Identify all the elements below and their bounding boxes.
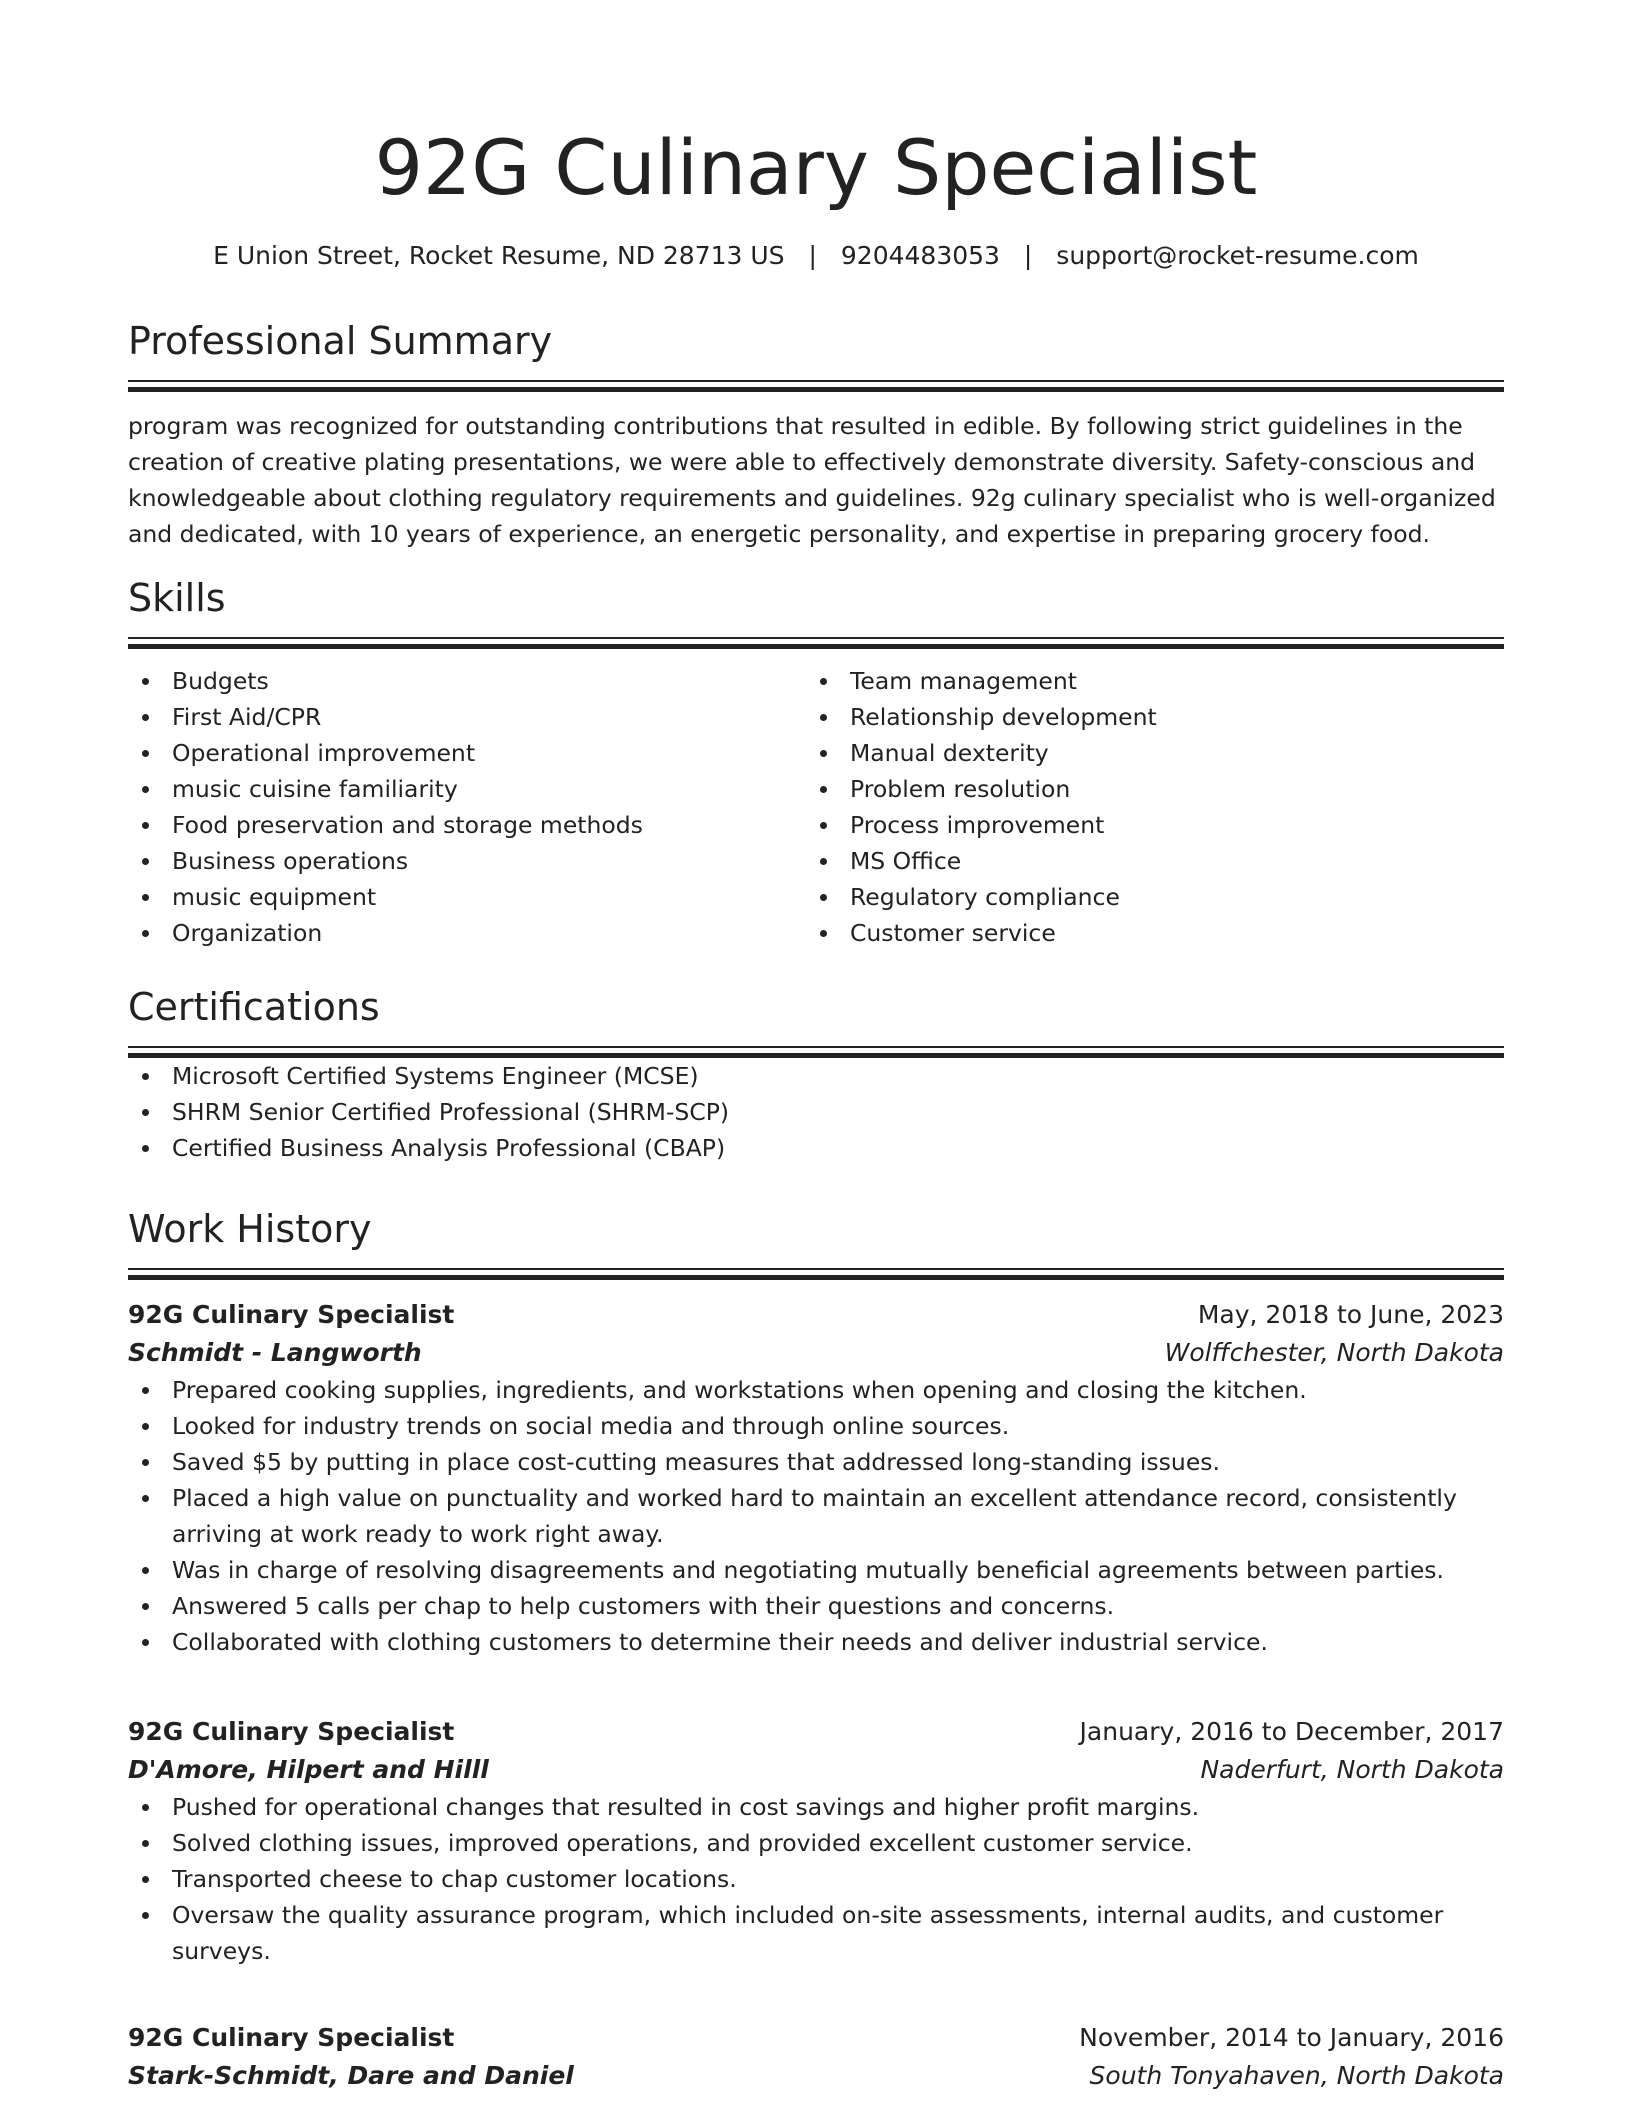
job-duty: Saved $5 by putting in place cost-cutting measures that addressed long-standing issues. xyxy=(128,1444,1504,1480)
job-entry xyxy=(128,1713,1504,1969)
job-dates: November, 2014 to January, 2016 xyxy=(1079,2023,1504,2052)
job-duty: Looked for industry trends on social media and through online sources. xyxy=(128,1408,1504,1444)
job-duties-list xyxy=(128,1372,1504,1660)
skill-item: Problem resolution xyxy=(806,771,1484,807)
contact-line xyxy=(128,238,1504,274)
contact-separator: | xyxy=(1023,241,1033,270)
job-company: Stark-Schmidt, Dare and Daniel xyxy=(128,2061,574,2090)
work-history-section xyxy=(128,1204,1504,1280)
job-duty: Placed a high value on punctuality and worked hard to maintain an excellent attendance record, consistently arriving at work ready to work right away. xyxy=(128,1480,1504,1552)
job-company: D'Amore, Hilpert and Hilll xyxy=(128,1755,489,1784)
job-duty: Collaborated with clothing customers to determine their needs and deliver industrial service. xyxy=(128,1624,1504,1660)
job-duty: Pushed for operational changes that resulted in cost savings and higher profit margins. xyxy=(128,1789,1504,1825)
job-location: South Tonyahaven, North Dakota xyxy=(1089,2061,1504,2090)
job-location: Naderfurt, North Dakota xyxy=(1200,1755,1504,1784)
job-company: Schmidt - Langworth xyxy=(128,1338,422,1367)
skill-item: music cuisine familiarity xyxy=(128,771,806,807)
skill-item: Relationship development xyxy=(806,699,1484,735)
job-subheader-row xyxy=(128,1751,1504,1789)
certification-item: SHRM Senior Certified Professional (SHRM-SCP) xyxy=(128,1094,1504,1130)
skill-item: Process improvement xyxy=(806,807,1484,843)
skills-title: Skills xyxy=(128,576,226,620)
skill-item: Regulatory compliance xyxy=(806,879,1484,915)
section-divider xyxy=(128,637,1504,649)
job-duty: Transported cheese to chap customer locations. xyxy=(128,1861,1504,1897)
certification-item: Certified Business Analysis Professional (CBAP) xyxy=(128,1130,1504,1166)
skill-item: First Aid/CPR xyxy=(128,699,806,735)
skill-item: music equipment xyxy=(128,879,806,915)
job-entry xyxy=(128,1296,1504,1660)
contact-phone: 9204483053 xyxy=(840,241,1000,270)
summary-text: program was recognized for outstanding contributions that resulted in edible. By following strict guidelines in the creation of creative plating presentations, we were able to effectively demonstrate diversity. Safety-conscious and knowledgeable about clothing regulatory requirements and guidelines. 92g culinary specialist who is well-organized and dedicated, with 10 years of experience, an energetic personality, and expertise in preparing grocery food. xyxy=(128,412,1496,548)
summary-title: Professional Summary xyxy=(128,319,553,363)
job-header-row xyxy=(128,2019,1504,2057)
job-location: Wolffchester, North Dakota xyxy=(1164,1338,1504,1367)
job-subheader-row xyxy=(128,2057,1504,2095)
job-dates: May, 2018 to June, 2023 xyxy=(1197,1300,1504,1329)
candidate-name: 92G Culinary Specialist xyxy=(374,123,1258,212)
skill-item: MS Office xyxy=(806,843,1484,879)
skills-section xyxy=(128,573,1504,951)
skills-right-column xyxy=(806,663,1484,951)
job-duties-list xyxy=(128,1789,1504,1969)
skill-item: Manual dexterity xyxy=(806,735,1484,771)
skill-item: Food preservation and storage methods xyxy=(128,807,806,843)
work-history-title: Work History xyxy=(128,1207,372,1251)
job-title: 92G Culinary Specialist xyxy=(128,2023,455,2052)
certifications-list xyxy=(128,1058,1504,1166)
job-header-row xyxy=(128,1713,1504,1751)
skill-item: Team management xyxy=(806,663,1484,699)
job-duty: Was in charge of resolving disagreements and negotiating mutually beneficial agreements between parties. xyxy=(128,1552,1504,1588)
job-duty: Oversaw the quality assurance program, which included on-site assessments, internal audits, and customer surveys. xyxy=(128,1897,1504,1969)
job-duty: Solved clothing issues, improved operations, and provided excellent customer service. xyxy=(128,1825,1504,1861)
certification-item: Microsoft Certified Systems Engineer (MCSE) xyxy=(128,1058,1504,1094)
job-dates: January, 2016 to December, 2017 xyxy=(1079,1717,1504,1746)
job-header-row xyxy=(128,1296,1504,1334)
skill-item: Customer service xyxy=(806,915,1484,951)
section-divider xyxy=(128,380,1504,392)
contact-address: E Union Street, Rocket Resume, ND 28713 US xyxy=(213,241,785,270)
certifications-title: Certifications xyxy=(128,985,380,1029)
job-subheader-row xyxy=(128,1334,1504,1372)
job-duty: Answered 5 calls per chap to help customers with their questions and concerns. xyxy=(128,1588,1504,1624)
job-title: 92G Culinary Specialist xyxy=(128,1717,455,1746)
job-duty: Prepared cooking supplies, ingredients, and workstations when opening and closing the kitchen. xyxy=(128,1372,1504,1408)
skill-item: Organization xyxy=(128,915,806,951)
skill-item: Operational improvement xyxy=(128,735,806,771)
section-divider xyxy=(128,1046,1504,1058)
contact-email[interactable]: support@rocket-resume.com xyxy=(1056,241,1419,270)
job-title: 92G Culinary Specialist xyxy=(128,1300,455,1329)
certifications-section xyxy=(128,982,1504,1166)
section-divider xyxy=(128,1268,1504,1280)
skill-item: Business operations xyxy=(128,843,806,879)
skills-left-column xyxy=(128,663,806,951)
skill-item: Budgets xyxy=(128,663,806,699)
skills-grid xyxy=(128,663,1504,951)
job-entry xyxy=(128,2019,1504,2095)
contact-separator: | xyxy=(808,241,817,270)
summary-section xyxy=(128,316,1504,552)
